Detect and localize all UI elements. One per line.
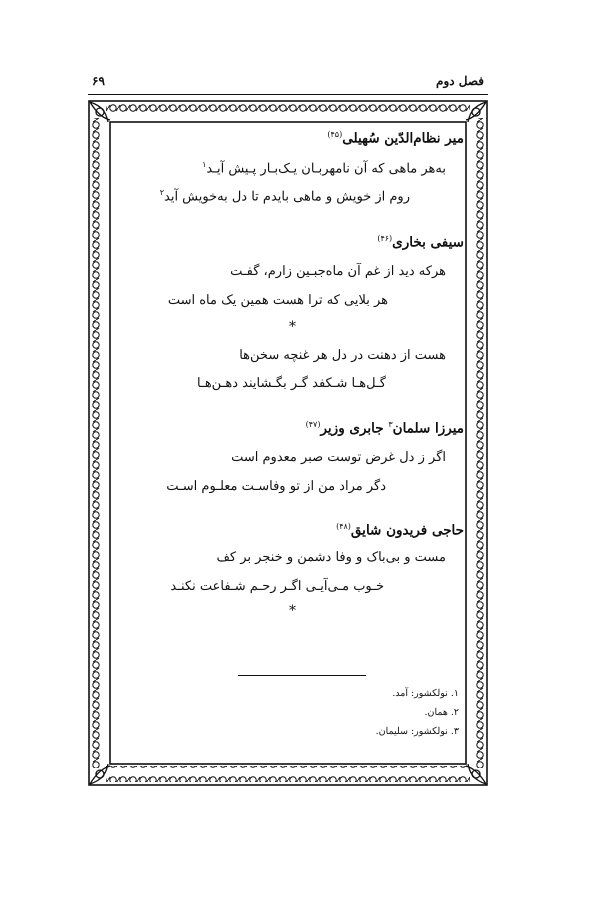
verse-line: هر بلایی که ترا هست همین یک ماه است [167, 293, 388, 308]
verse-line: اگر ز دل غرض توست صبر معدوم است [231, 450, 446, 465]
verse-line: روم از خویش و ماهی بایدم تا دل به‌خویش آید$^۲$ [159, 188, 410, 205]
note-number: (۴۶) [377, 234, 393, 243]
verse-line: دگر مراد من از تو وفاسـت معلـوم اسـت [166, 479, 386, 494]
poem-content [120, 122, 464, 662]
section-suhaili [120, 130, 464, 147]
note-number: (۴۸) [336, 522, 351, 531]
poet-name: میرزا سلمان$^۳$ جابری وزیر$^{(۴۷)}$ [305, 420, 464, 437]
verse-line: گـل‌هـا شـکفد گـر بگـشایند دهـن‌هـا [197, 376, 386, 391]
footnote: ۲. همان. [424, 707, 459, 718]
chapter-title: فصل دوم [436, 74, 484, 88]
section-salman [120, 420, 464, 437]
verse-line: خـوب مـی‌آیـی اگـر رحـم شـفاعت نکنـد [170, 579, 384, 594]
separator-star: * [289, 319, 296, 335]
footnote-mark: ۳ [388, 420, 393, 429]
footnote-mark: ۱ [202, 160, 207, 169]
verse-line: به‌هر ماهی که آن نامهربـان یـک‌بـار پـیش آیـد$^۱$ [202, 160, 446, 177]
section-saifi [120, 234, 464, 251]
footnote-mark: ۲ [159, 188, 164, 197]
separator-star: * [289, 603, 296, 619]
note-number: (۴۵) [327, 130, 343, 139]
footnotes [376, 684, 459, 741]
footnote: ۳. نولکشور: سلیمان. [375, 726, 459, 737]
poet-name: سیفی بخاری$^{(۴۶)}$ [377, 234, 464, 251]
page-number: ۶۹ [92, 74, 105, 88]
header-rule [88, 94, 488, 95]
note-number: (۴۷) [305, 420, 321, 429]
section-shayeq [120, 522, 464, 539]
verse-line: مست و بی‌باک و وفا دشمن و خنجر بر کف [216, 550, 446, 565]
footnote: ۱. نولکشور: آمد. [392, 688, 459, 699]
poet-name: میر نظام‌الدّین سُهیلی$^{(۴۵)}$ [327, 130, 464, 147]
verse-line: هرکه دید از غم آن ماه‌جبـین زارم، گفـت [230, 264, 446, 279]
poet-name: حاجی فریدون شایق$^{(۴۸)}$ [336, 522, 464, 539]
verse-line: هست از دهنت در دل هر غنچه سخن‌ها [239, 348, 446, 363]
running-head [92, 74, 484, 90]
footnote-rule [238, 675, 366, 676]
